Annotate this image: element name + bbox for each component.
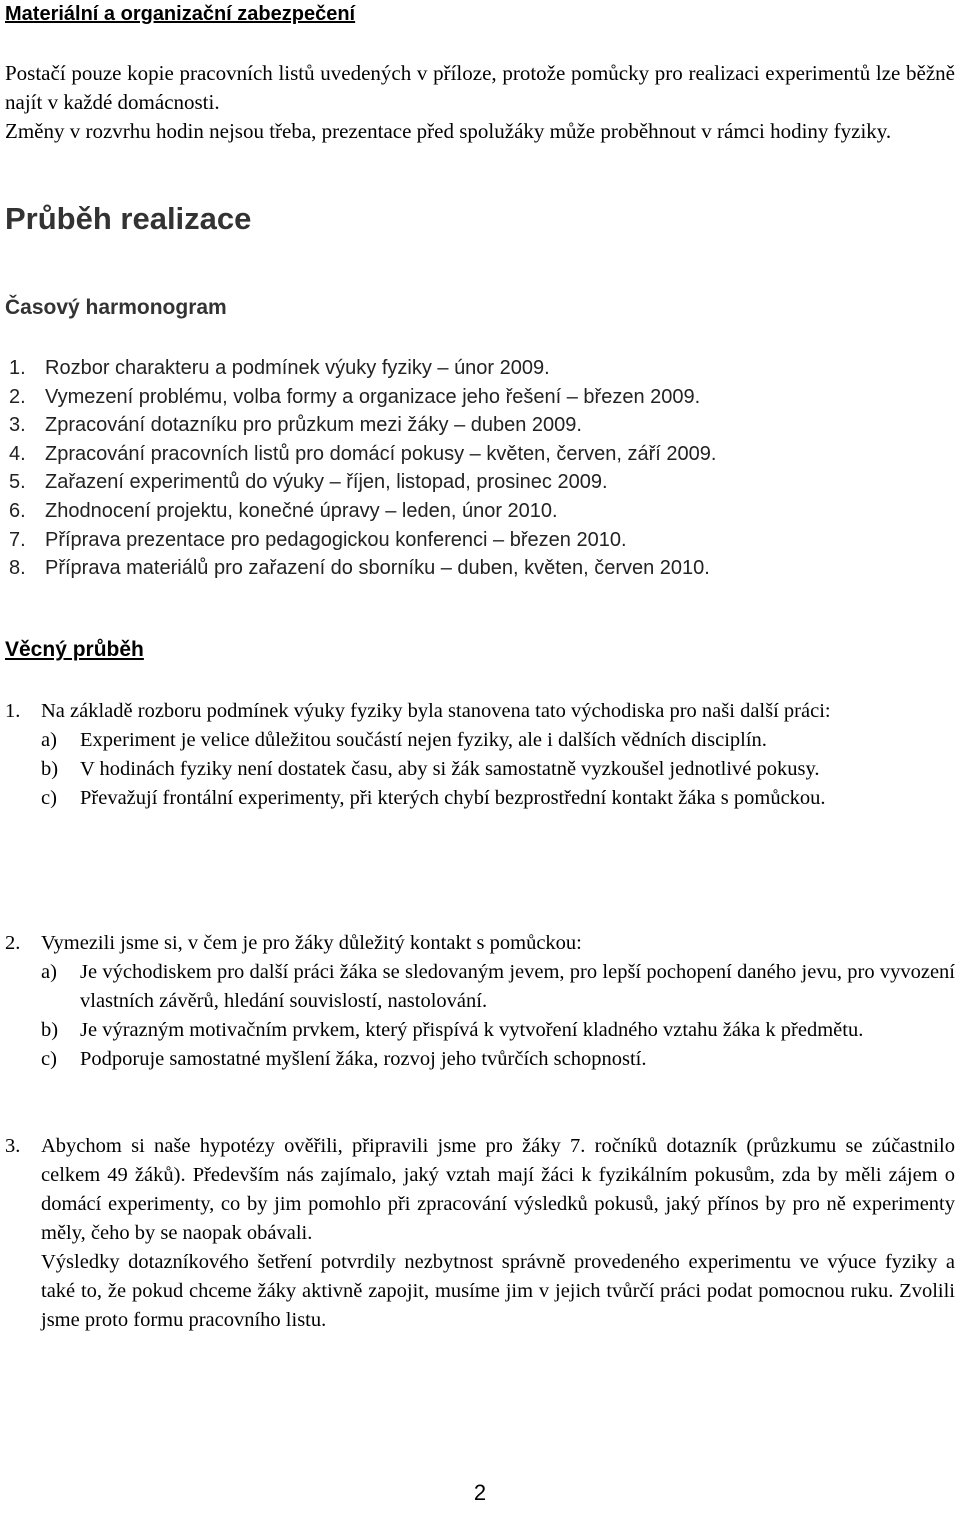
timeline-item-text: Rozbor charakteru a podmínek výuky fyziky – únor 2009. <box>45 357 550 379</box>
sub-item-label: b) <box>41 758 59 780</box>
timeline-item-text: Vymezení problému, volba formy a organizace jeho řešení – březen 2009. <box>45 385 701 408</box>
intro-paragraph-2: Změny v rozvrhu hodin nejsou třeba, prezentace před spolužáky může proběhnout v rámci hodiny fyziky. <box>5 119 892 143</box>
main-heading: Průběh realizace <box>5 201 252 236</box>
timeline-item <box>9 440 949 469</box>
timeline-item <box>9 354 949 383</box>
timeline-item <box>9 554 949 583</box>
timeline-item-text: Zhodnocení projektu, konečné úpravy – leden, únor 2010. <box>45 499 558 522</box>
timeline-item-text: Příprava materiálů pro zařazení do sborníku – duben, květen, červen 2010. <box>45 557 710 580</box>
point-number: 2. <box>5 932 21 954</box>
point-text: Na základě rozboru podmínek výuky fyziky byla stanovena tato východiska pro naši další práci: <box>41 700 831 722</box>
timeline-item-number: 4. <box>9 442 26 465</box>
point-number: 1. <box>5 700 21 722</box>
point-text: Vymezili jsme si, v čem je pro žáky důležitý kontakt s pomůckou: <box>41 932 582 954</box>
timeline-item-text: Příprava prezentace pro pedagogickou konferenci – březen 2010. <box>45 528 627 551</box>
timeline-item-number: 5. <box>9 471 26 494</box>
numbered-paragraph <box>5 697 955 726</box>
point-1 <box>5 697 955 813</box>
sub-item-label: b) <box>41 1019 59 1041</box>
timeline-item <box>9 383 949 412</box>
timeline-item-number: 2. <box>9 385 26 408</box>
timeline-item-text: Zpracování dotazníku pro průzkum mezi žáky – duben 2009. <box>45 414 582 437</box>
sub-item <box>5 958 955 1016</box>
followup-paragraph: Výsledky dotazníkového šetření potvrdily nezbytnost správně provedeného experimentu ve výuce fyziky a také to, že pokud chceme žáky aktivně zapojit, musíme jim v jejich tvůrčí práci podat pomocnou ruku. Zvolili jsme proto formu pracovního listu. <box>41 1251 955 1331</box>
timeline-list <box>9 354 949 583</box>
sub-item <box>5 1045 955 1074</box>
sub-item-label: c) <box>41 1048 57 1070</box>
timeline-item-number: 1. <box>9 357 26 379</box>
timeline-item-number: 3. <box>9 414 26 437</box>
sub-item-text: V hodinách fyziky není dostatek času, aby si žák samostatně vyzkoušel jednotlivé pokusy. <box>80 758 820 780</box>
timeline-item-text: Zpracování pracovních listů pro domácí pokusy – květen, červen, září 2009. <box>45 442 717 465</box>
sub-item-text: Experiment je velice důležitou součástí nejen fyziky, ale i dalších vědních disciplín. <box>80 729 767 751</box>
point-3 <box>5 1132 955 1335</box>
timeline-item <box>9 411 949 440</box>
numbered-paragraph <box>5 1132 955 1248</box>
numbered-paragraph <box>5 929 955 958</box>
timeline-item-number: 8. <box>9 557 26 580</box>
timeline-item-number: 7. <box>9 528 26 551</box>
sub-item-text: Převažují frontální experimenty, při kterých chybí bezprostřední kontakt žáka s pomůckou. <box>80 787 826 809</box>
timeline-item-number: 6. <box>9 499 26 522</box>
page-number: 2 <box>473 1480 487 1505</box>
sub-item <box>5 755 955 784</box>
point-text: Abychom si naše hypotézy ověřili, připravili jsme pro žáky 7. ročníků dotazník (průzkumu se zúčastnilo celkem 49 žáků). Především nás zajímalo, jaký vztah mají žáci k fyzikálním pokusům, zda by měli zájem o domácí experimenty, co by jim pomohlo při zpracování výsledků pokusů, jaký přínos by pro ně experimenty měly, čeho by se naopak obávali. <box>41 1135 955 1244</box>
point-number: 3. <box>5 1135 21 1157</box>
timeline-heading: Časový harmonogram <box>5 296 227 319</box>
sub-item <box>5 1016 955 1045</box>
sub-item-label: c) <box>41 787 57 809</box>
sub-item <box>5 726 955 755</box>
timeline-item <box>9 497 949 526</box>
timeline-item-text: Zařazení experimentů do výuky – říjen, listopad, prosinec 2009. <box>45 471 608 494</box>
timeline-item <box>9 526 949 555</box>
sub-item-label: a) <box>41 729 57 751</box>
sub-item <box>5 784 955 813</box>
sub-item-text: Je východiskem pro další práci žáka se sledovaným jevem, pro lepší pochopení daného jevu, pro vyvození vlastních závěrů, hledání souvislostí, nastolování. <box>80 961 955 1012</box>
sub-item-label: a) <box>41 961 57 983</box>
point-2 <box>5 929 955 1074</box>
timeline-item <box>9 468 949 497</box>
progress-heading: Věcný průběh <box>5 638 144 661</box>
intro-paragraph-1: Postačí pouze kopie pracovních listů uvedených v příloze, protože pomůcky pro realizaci experimentů lze běžně najít v každé domácnosti. <box>5 61 955 114</box>
section-heading: Materiální a organizační zabezpečení <box>5 3 356 25</box>
sub-item-text: Podporuje samostatné myšlení žáka, rozvoj jeho tvůrčích schopností. <box>80 1048 647 1070</box>
sub-item-text: Je výrazným motivačním prvkem, který přispívá k vytvoření kladného vztahu žáka k předmětu. <box>80 1019 864 1041</box>
